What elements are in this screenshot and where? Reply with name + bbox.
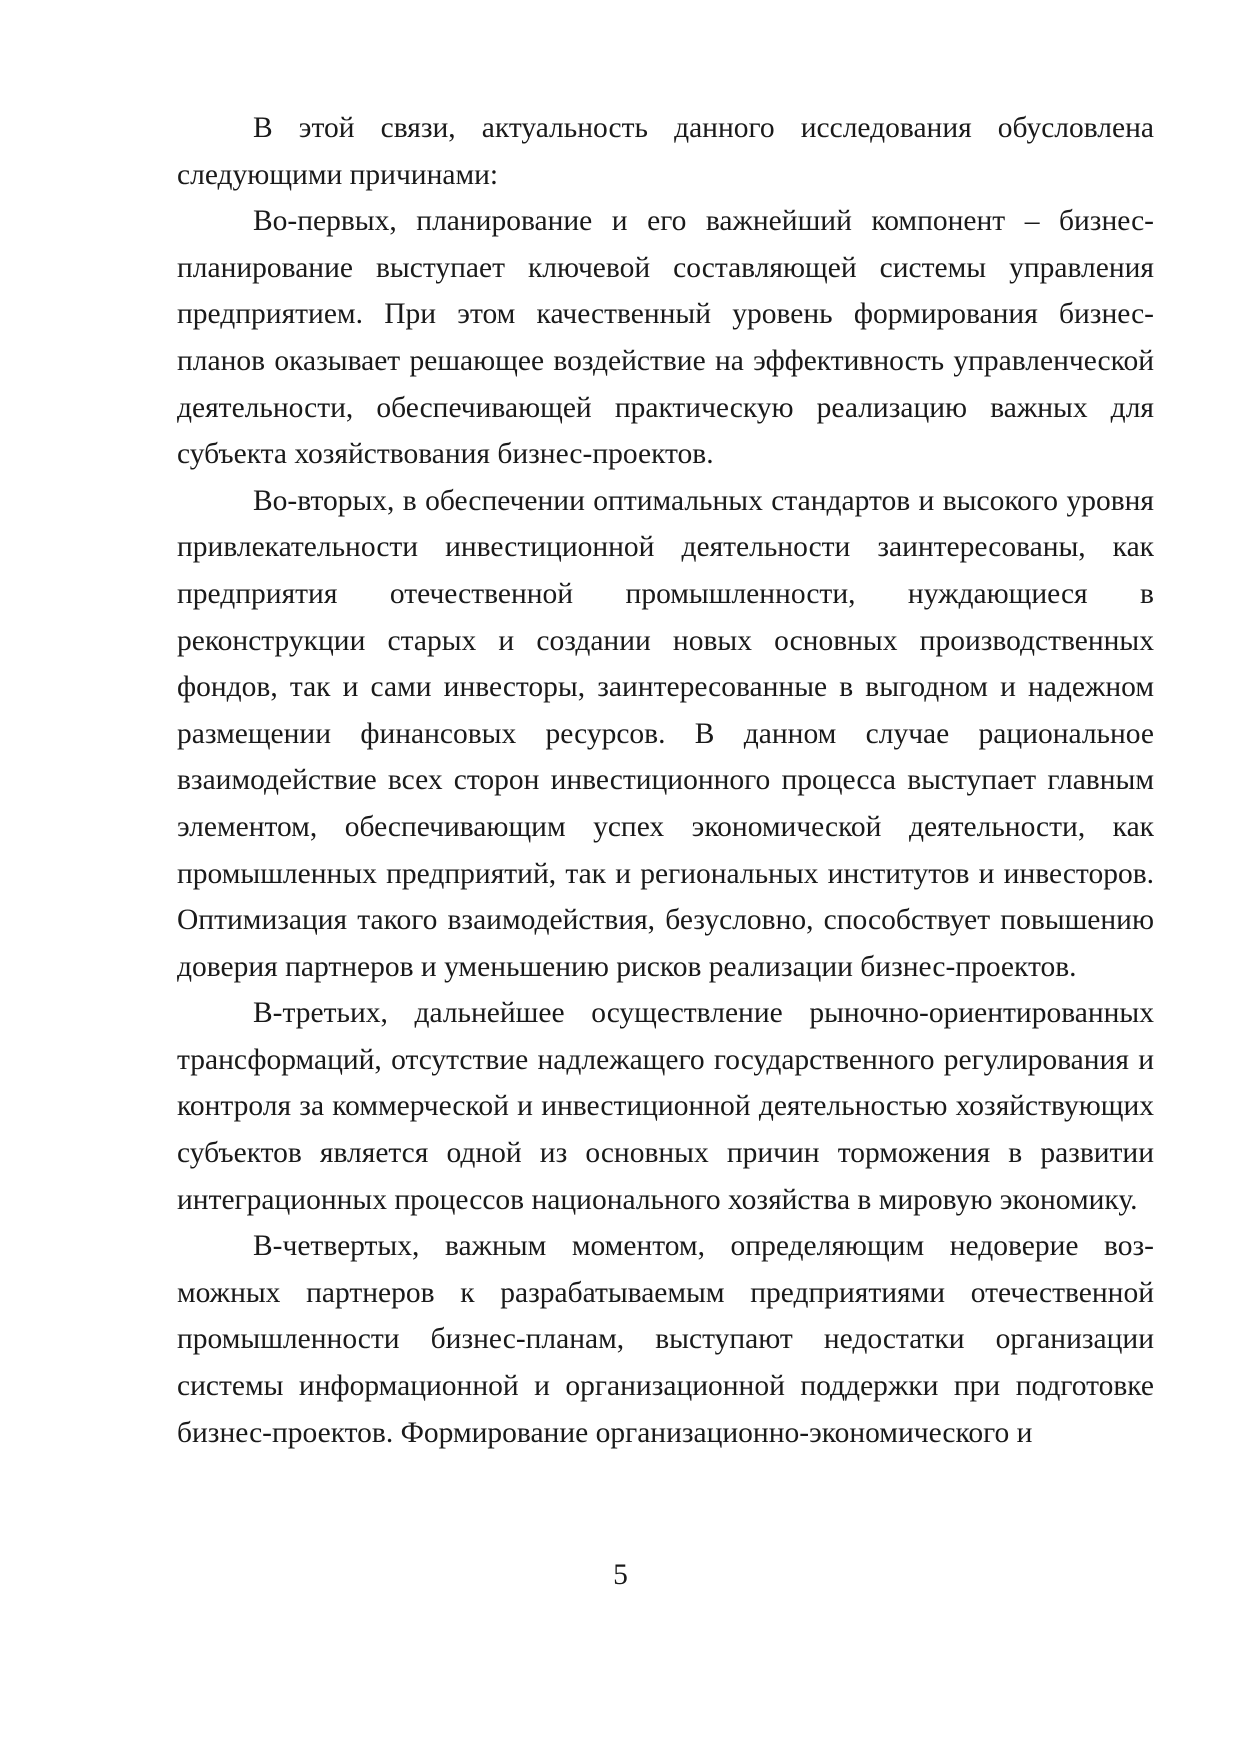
page-number: 5 [613,1559,628,1591]
paragraph-intro: В этой связи, актуальность данного исследования обусловлена следующими причинами: [177,112,1154,191]
paragraph-first-reason: Во-первых, планирование и его важнейший компонент – бизнес-планирование выступает ключевой составляющей системы управления предприятием. При этом качественный уровень формирования бизнес-планов оказывает решающее воздействие на эффективность управленческой деятельности, обеспечивающей практическую реализацию важных для субъекта хозяйствования бизнес-проектов. [177,205,1154,471]
paragraph-second-reason: Во-вторых, в обеспечении оптимальных стандартов и высокого уровня привлекательности инвестиционной деятельности заинтересованы, как предприятия отечественной промышленности, нуждающиеся в реконструкции старых и создании новых основных производственных фондов, так и сами инвесторы, заинтересованные в выгодном и надежном размещении финансовых ресурсов. В данном случае рациональное взаимодействие всех сторон инвестиционного процесса выступает главным элементом, обеспечивающим успех экономической деятельности, как промышленных предприятий, так и региональных институтов и инвесторов. Оптимизация такого взаимодействия, безусловно, способствует повышению доверия партнеров и уменьшению рисков реализации бизнес-проектов. [177,484,1154,983]
paragraph-third-reason: В-третьих, дальнейшее осуществление рыночно-ориентированных трансформаций, отсутствие надлежащего государственного регулирования и контроля за коммерческой и инвестиционной деятельностью хозяйствующих субъектов является одной из основных причин торможения в развитии интеграционных процессов национального хозяйства в мировую экономику. [177,997,1154,1216]
document-body [177,105,1154,1456]
paragraph-fourth-reason: В-четвертых, важным моментом, определяющим недоверие возможных партнеров к разрабатываемым предприятиями отечественной промышленности бизнес-планам, выступают недостатки организации системы информационной и организационной поддержки при подготовке бизнес-проектов. Формирование организационно-экономического и [177,1230,1154,1449]
